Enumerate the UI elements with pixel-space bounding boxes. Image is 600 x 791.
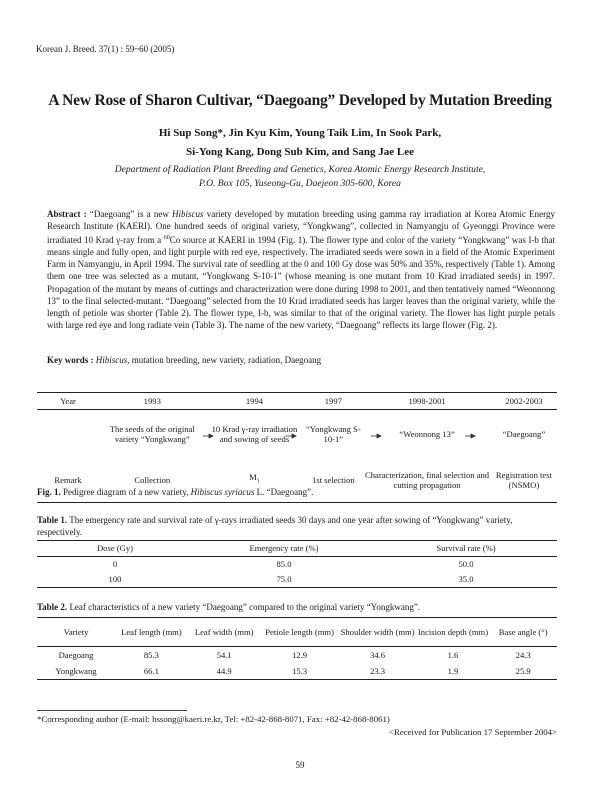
table-cell: 25.9 [515, 665, 531, 676]
journal-citation: Korean J. Breed. 37(1) : 59~60 (2005) [36, 44, 175, 54]
affiliation-line-2: P.O. Box 105, Yuseong-Gu, Daejeon 305-600, Korea [199, 178, 401, 189]
table-cell: 1.6 [447, 649, 459, 660]
abstract [47, 208, 555, 331]
table-header: Dose (Gy) [37, 541, 193, 557]
author-line-1: Hi Sup Song*, Jin Kyu Kim, Young Taik Lim, In Sook Park, [158, 127, 442, 139]
author-list [20, 124, 580, 162]
table-header: Leaf length (mm) [115, 618, 188, 647]
table-cell: 85.3 [143, 649, 159, 660]
pedigree-remark: Registration test (NSMO) [495, 469, 552, 490]
table-row [37, 647, 557, 664]
paper-title: A New Rose of Sharon Cultivar, “Daegoang” Developed by Mutation Breeding [48, 92, 552, 109]
table-cell: 24.3 [515, 649, 531, 660]
table-header: Shoulder width (mm) [339, 618, 417, 647]
table-header-row [37, 618, 557, 647]
table-cell: 12.9 [292, 649, 308, 660]
table-header: Base angle (°) [489, 618, 557, 647]
table-header: Petiole length (mm) [261, 618, 339, 647]
abstract-text-2: variety developed by mutation breeding using gamma ray irradiation at Korea Atomic Energy Research Institute (KAERI). One hundred seeds of original variety, “Yongkwang”, collected in Namyangju of Gyeonggi Province were irradiated 10 Krad γ-ray from a [47, 209, 556, 246]
abstract-isotope-mass: 60 [163, 235, 170, 242]
pedigree-year-label: Year [37, 393, 99, 410]
author-line-2: Si-Yong Kang, Dong Sub Kim, and Sang Jae Lee [186, 146, 414, 158]
table-cell: 50.0 [458, 559, 474, 569]
keywords-list: , mutation breeding, new variety, radiation, Daegoang [127, 355, 322, 365]
table-cell: 1.9 [447, 665, 459, 676]
figure-1-caption: Fig. 1. Pedigree diagram of a new variety, Hibiscus syriacus L. “Daegoang”. [37, 487, 314, 497]
table-row [37, 572, 557, 587]
table-1-caption: Table 1. The emergency rate and survival rate of γ-rays irradiated seeds 30 days and one year after sowing of “Yongkwang” variety, respectively. [37, 515, 513, 537]
pedigree-remark: Characterization, final selection and cutting propagation [365, 469, 490, 490]
keywords-genus: Hibiscus [95, 355, 128, 365]
received-date: <Received for Publication 17 September 2004> [389, 727, 557, 737]
table-cell: Yongkwang [55, 665, 97, 676]
pedigree-stage: “Daegoang” [502, 428, 546, 439]
table-cell: 100 [108, 574, 122, 584]
table-2 [37, 617, 557, 680]
table-header-row [37, 541, 557, 557]
table-cell: 75.0 [276, 574, 292, 584]
table-cell: 23.3 [370, 665, 386, 676]
pedigree-stage: “Weonnong 13” [399, 428, 455, 439]
table-header: Emergency rate (%) [193, 541, 375, 557]
pedigree-stage: “Yongkwang S-10-1” [305, 423, 361, 444]
table-cell: 15.3 [292, 665, 308, 676]
pedigree-remark-label: Remark [54, 474, 82, 485]
table-cell: 54.1 [216, 649, 232, 660]
table-header: Leaf width (mm) [188, 618, 261, 647]
affiliation [20, 163, 580, 191]
table-header: Incision depth (mm) [417, 618, 490, 647]
table-cell: 0 [112, 559, 118, 569]
table-row [37, 663, 557, 679]
table-cell: 85.0 [276, 559, 292, 569]
pedigree-year: 1994 [206, 393, 304, 410]
pedigree-year: 1998-2001 [363, 393, 491, 410]
abstract-label: Abstract : [47, 209, 87, 219]
footnote-rule [37, 710, 187, 711]
corresponding-author-footnote: *Corresponding author (E-mail: hssong@kaeri.re.kr, Tel: +82-42-868-8071, Fax: +82-42-868-8061) [37, 714, 390, 724]
affiliation-line-1: Department of Radiation Plant Breeding and Genetics, Korea Atomic Energy Research Institute, [114, 164, 486, 175]
keywords-label: Key words : [47, 355, 94, 365]
table-cell: 34.6 [370, 649, 386, 660]
pedigree-stage: 10 Krad γ-ray irradiation and sowing of seeds [211, 423, 298, 444]
table-cell: 35.0 [458, 574, 474, 584]
pedigree-year: 2002-2003 [491, 393, 557, 410]
table-header: Survival rate (%) [375, 541, 557, 557]
pedigree-year-row [37, 393, 557, 410]
pedigree-remark: Collection [134, 474, 171, 485]
abstract-text-3: Co source at KAERI in 1994 (Fig. 1). The flower type and color of the variety “Yongkwang” was I-b that means single and fully open, and light purple with red eye, respectively. The irradiated seeds were sown in a field of the Atomic Experiment Farm in Namyangju, in April 1994. The survival rate of seedling at the 0 and 100 Gy dose was 50% and 35%, respectively (Table 1). Among them one tree was selected as a mutant, “Yongkwang S-10-1” (whose meaning is one mutant from 10 Krad irradiated seeds) in 1997. Propagation of the mutant by means of cuttings and characterization were done during 1998 to 2001, and then tentatively named “Weonnong 13” to the final selected-mutant. “Daegoang” selected from the 10 Krad irradiated seeds has larger leaves than the original variety, while the length of petiole was shorter (Table 2). The flower type, I-b, was similar to that of the original variety. The flower has light purple petals with large red eye and long radiate vein (Table 3). The name of the new variety, “Daegoang” reflects its large flower (Fig. 2). [47, 235, 555, 330]
table-header: Variety [37, 618, 115, 647]
pedigree-stage: The seeds of the original variety “Yongkwang” [109, 423, 195, 444]
pedigree-year: 1997 [303, 393, 363, 410]
abstract-text-1: “Daegoang” is a new [86, 209, 173, 219]
keywords [47, 355, 555, 365]
table-cell: Daegoang [58, 649, 94, 660]
pedigree-remark: 1st selection [311, 474, 355, 485]
table-row [37, 557, 557, 573]
abstract-genus: Hibiscus [172, 209, 204, 219]
table-cell: 44.9 [216, 665, 232, 676]
pedigree-stage-row [37, 410, 557, 459]
table-2-caption: Table 2. Leaf characteristics of a new variety “Daegoang” compared to the original variety “Yongkwang”. [37, 602, 421, 612]
table-cell: 66.1 [143, 665, 159, 676]
table-1 [37, 540, 557, 588]
page-number: 59 [295, 760, 305, 770]
pedigree-remark: $M_1$ [249, 472, 260, 486]
pedigree-year: 1993 [99, 393, 206, 410]
